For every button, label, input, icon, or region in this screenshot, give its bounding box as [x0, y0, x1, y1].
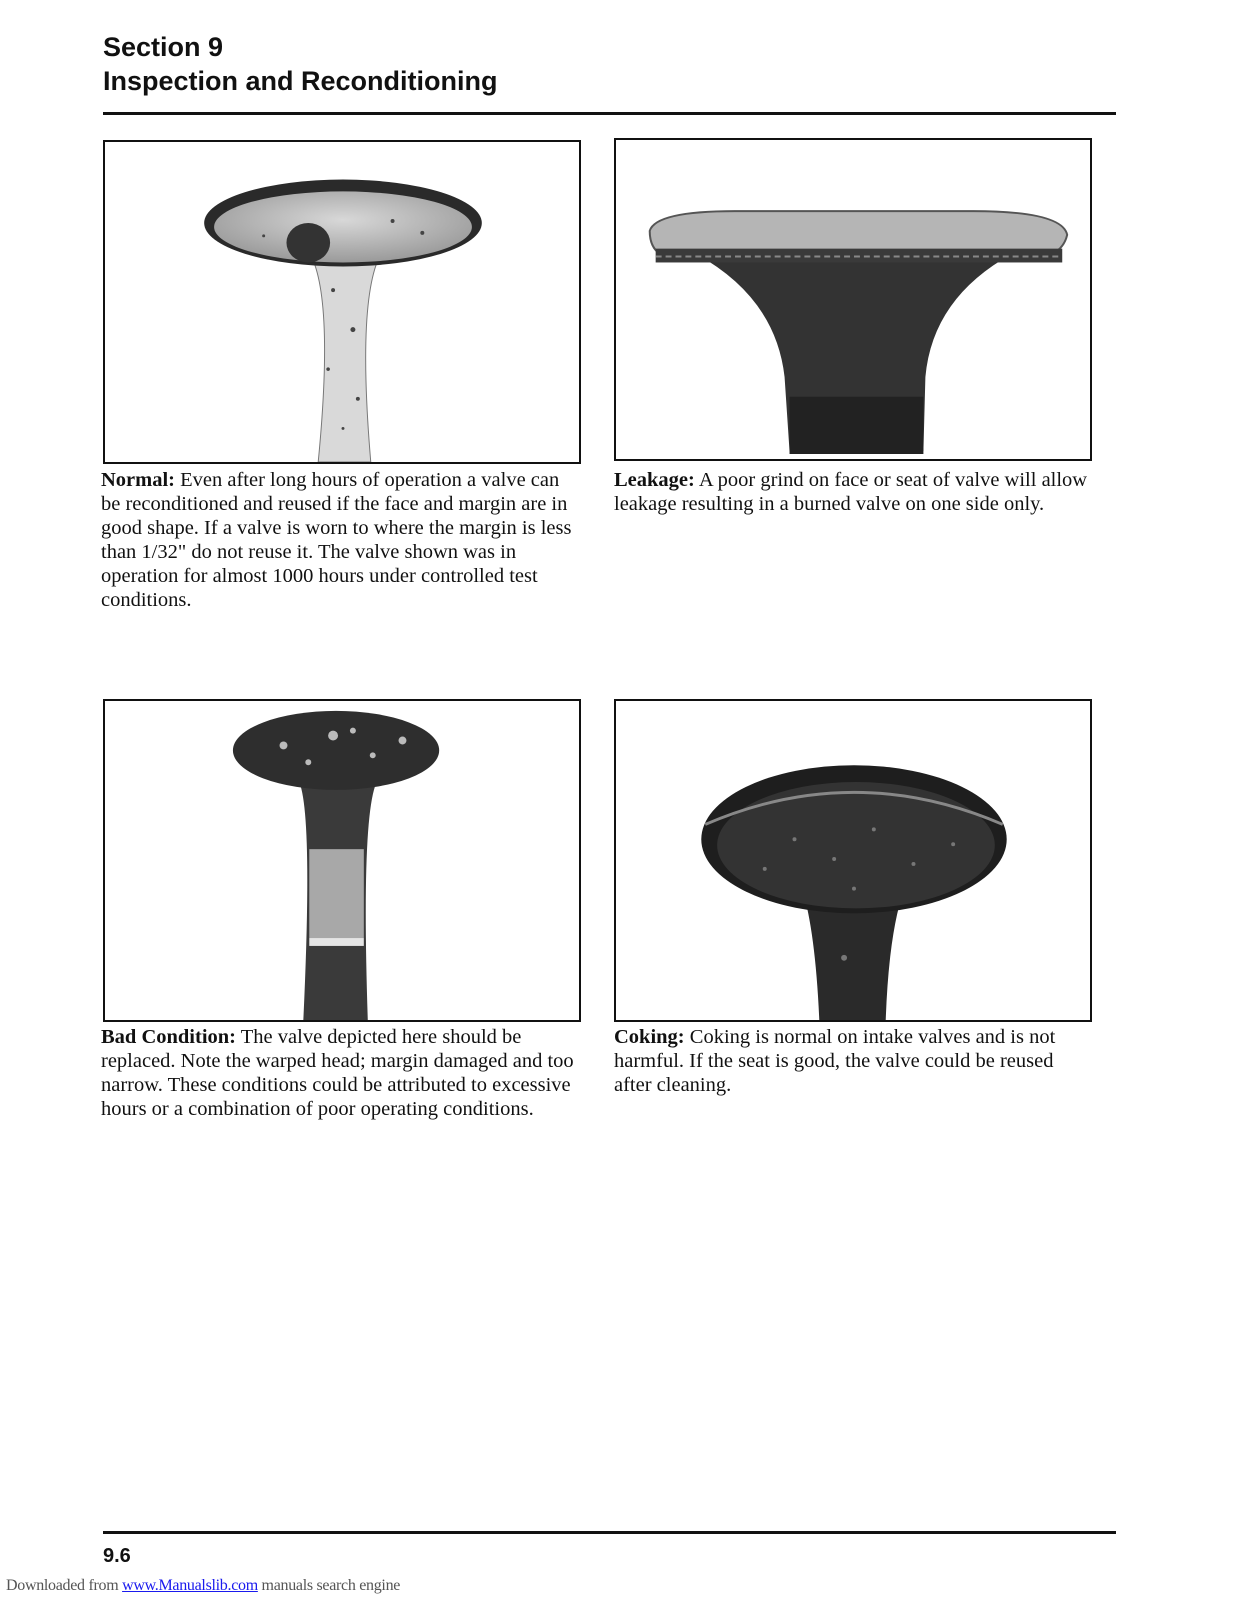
- download-footer: [6, 1577, 400, 1595]
- bad-condition-caption-text: The valve depicted here should be replaced. Note the warped head; margin damaged and too narrow. These conditions could be attributed to excessive hours or a combination of poor operating conditions.: [101, 1026, 574, 1120]
- coking-caption-label: Coking:: [614, 1026, 685, 1048]
- normal-valve-photo: [103, 140, 581, 464]
- page-header: [103, 30, 498, 98]
- coking-caption-text: Coking is normal on intake valves and is not harmful. If the seat is good, the valve could be reused after cleaning.: [614, 1026, 1056, 1096]
- leakage-caption: [614, 468, 1092, 516]
- section-label: Section 9: [103, 32, 224, 62]
- bad-condition-caption: [101, 1025, 579, 1121]
- coking-valve-photo: [614, 699, 1092, 1022]
- normal-caption: [101, 468, 579, 612]
- header-rule: [103, 112, 1116, 115]
- normal-caption-text: Even after long hours of operation a valve can be reconditioned and reused if the face and margin are in good shape. If a valve is worn to where the margin is less than 1/32" do not reuse it. The valve shown was in operation for almost 1000 hours under controlled test conditions.: [101, 469, 572, 611]
- page-number: 9.6: [103, 1545, 131, 1567]
- bad-condition-valve-photo: [103, 699, 581, 1022]
- page-title: Inspection and Reconditioning: [103, 66, 498, 96]
- footer-suffix: manuals search engine: [261, 1577, 401, 1594]
- leakage-valve-photo: [614, 138, 1092, 461]
- footer-rule: [103, 1531, 1116, 1534]
- coking-caption: [614, 1025, 1092, 1097]
- bad-condition-caption-label: Bad Condition:: [101, 1026, 237, 1048]
- footer-prefix: Downloaded from: [6, 1577, 119, 1594]
- leakage-caption-text: A poor grind on face or seat of valve will allow leakage resulting in a burned valve on one side only.: [614, 469, 1088, 515]
- leakage-caption-label: Leakage:: [614, 469, 695, 491]
- normal-caption-label: Normal:: [101, 469, 176, 491]
- manualslib-link[interactable]: www.Manualslib.com: [122, 1577, 258, 1594]
